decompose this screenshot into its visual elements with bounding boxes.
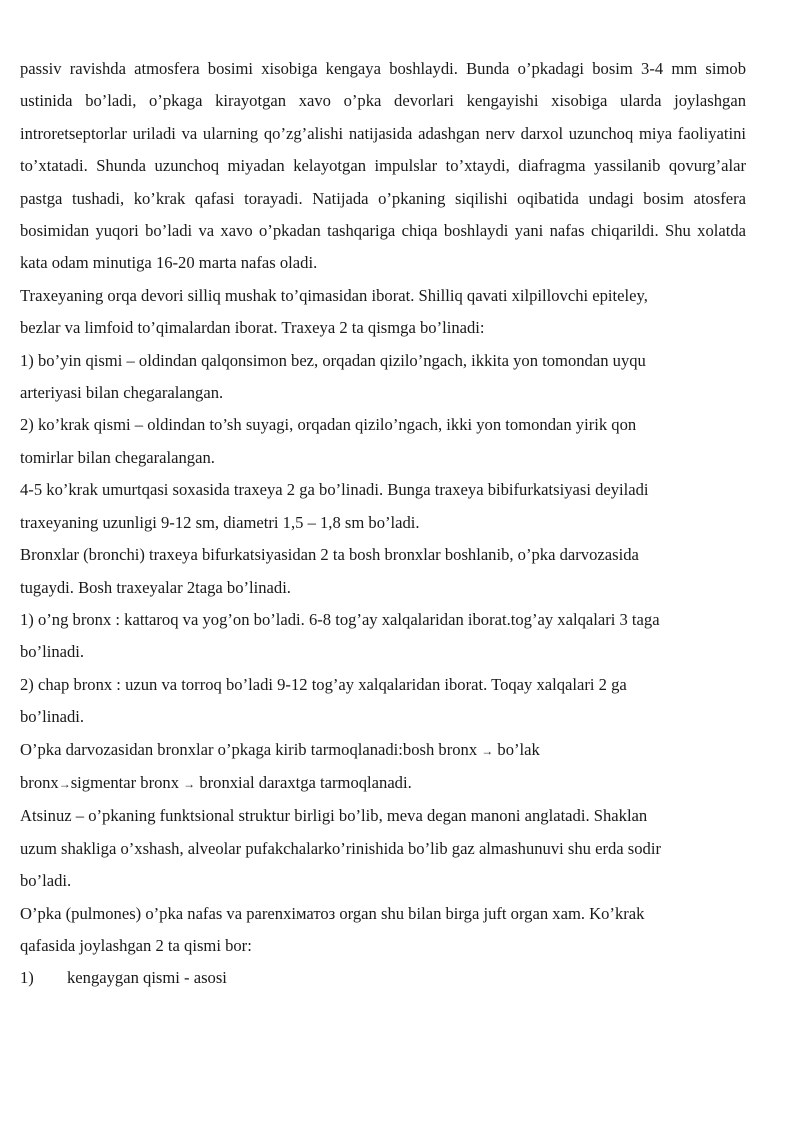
text-line: traxeyaning uzunligi 9-12 sm, diametri 1,5 – 1,8 sm bo’ladi. — [20, 512, 420, 532]
paragraph-trachea-wall — [20, 280, 746, 345]
arrow-icon: → — [183, 776, 196, 791]
text-line: 4-5 ko’krak umurtqasi soxasida traxeya 2 ga bo’linadi. Bunga traxeya bibifurkatsiyasi deyiladi — [20, 480, 649, 500]
list-number: 1) — [20, 968, 34, 988]
text-line: Atsinuz – o’pkaning funktsional struktur birligi bo’lib, meva degan manoni anglatadi. Shaklan — [20, 806, 648, 826]
paragraph-left-bronchus — [20, 669, 746, 734]
document-body — [20, 53, 746, 995]
text-span: sigmentar bronx — [70, 772, 184, 792]
list-text: kengaygan qismi - asosi — [67, 968, 227, 988]
arrow-icon: → — [481, 743, 494, 758]
text-line — [20, 734, 746, 767]
text-line: Traxeyaning orqa devori silliq mushak to’qimasidan iborat. Shilliq qavati xilpillovchi epiteley, — [20, 285, 648, 305]
text-span: bronxial daraxtga tarmoqlanadi. — [195, 772, 412, 792]
text-span: O’pka darvozasidan bronxlar o’pkaga kirib tarmoqlanadi:bosh bronx — [20, 739, 482, 759]
text-line: bo’linadi. — [20, 707, 85, 727]
text-line: qafasida joylashgan 2 ta qismi bor: — [20, 935, 252, 955]
paragraph-chest-part — [20, 409, 746, 474]
text-line: Bronxlar (bronchi) traxeya bifurkatsiyasidan 2 ta bosh bronxlar boshlanib, o’pka darvozasida — [20, 545, 639, 565]
text-line: bo’linadi. — [20, 642, 85, 662]
paragraph-neck-part — [20, 345, 746, 410]
text-line: bezlar va limfoid to’qimalardan iborat. Traxeya 2 ta qismga bo’linadi: — [20, 318, 485, 338]
list-item — [20, 962, 746, 994]
text-line: 1) bo’yin qismi – oldindan qalqonsimon bez, orqadan qizilo’ngach, ikkita yon tomondan uyqu — [20, 350, 646, 370]
paragraph-breathing: passiv ravishda atmosfera bosimi xisobiga kengaya boshlaydi. Bunda o’pkadagi bosim 3-4 mm simob ustinida bo’ladi, o’pkaga kirayotgan xavo o’pka devorlari kengayishi xisobiga ularda joylashgan introretseptorlar uriladi va ularning qo’zg’alishi natijasida adashgan nerv darxol uzunchoq miya faoliyatini to’xtatadi. Shunda uzunchoq miyadan kelayotgan impulslar to’xtaydi, diafragma yassilanib qovurg’alar pastga tushadi, ko’krak qafasi torayadi. Natijada o’pkaning siqilishi oqibatida undagi bosim atosfera bosimidan yuqori bo’ladi va xavo o’pkadan tashqariga chiqa boshlaydi yani nafas chiqarildi. Shu xolatda kata odam minutiga 16-20 marta nafas oladi. — [20, 59, 746, 273]
text-line: tugaydi. Bosh traxeyalar 2taga bo’linadi. — [20, 577, 291, 597]
text-line: O’pka (pulmones) o’pka nafas va parenxiматоз organ shu bilan birga juft organ xam. Ko’krak — [20, 903, 645, 923]
paragraph-bifurcation — [20, 474, 746, 539]
text-line: 1) o’ng bronx : kattaroq va yog’on bo’ladi. 6-8 tog’ay xalqalaridan iborat.tog’ay xalqalari 3 taga — [20, 609, 660, 629]
paragraph-bronchi — [20, 539, 746, 604]
text-line: 2) ko’krak qismi – oldindan to’sh suyagi, orqadan qizilo’ngach, ikki yon tomondan yirik qon — [20, 415, 637, 435]
arrow-icon: → — [58, 776, 71, 791]
text-span: bronx — [20, 772, 59, 792]
paragraph-right-bronchus — [20, 604, 746, 669]
text-line: bo’ladi. — [20, 871, 72, 891]
text-line: arteriyasi bilan chegaralangan. — [20, 383, 224, 403]
text-line: uzum shakliga o’xshash, alveolar pufakchalarko’rinishida bo’lib gaz almashunuvi shu erda sodir — [20, 838, 661, 858]
paragraph-acinus — [20, 800, 746, 897]
text-span: bo’lak — [493, 739, 540, 759]
text-line: tomirlar bilan chegaralangan. — [20, 447, 215, 467]
paragraph-bronchial-tree — [20, 734, 746, 801]
text-line: 2) chap bronx : uzun va torroq bo’ladi 9-12 tog’ay xalqalaridan iborat. Toqay xalqalari 2 ga — [20, 674, 627, 694]
paragraph-lungs — [20, 898, 746, 963]
text-line — [20, 767, 746, 800]
